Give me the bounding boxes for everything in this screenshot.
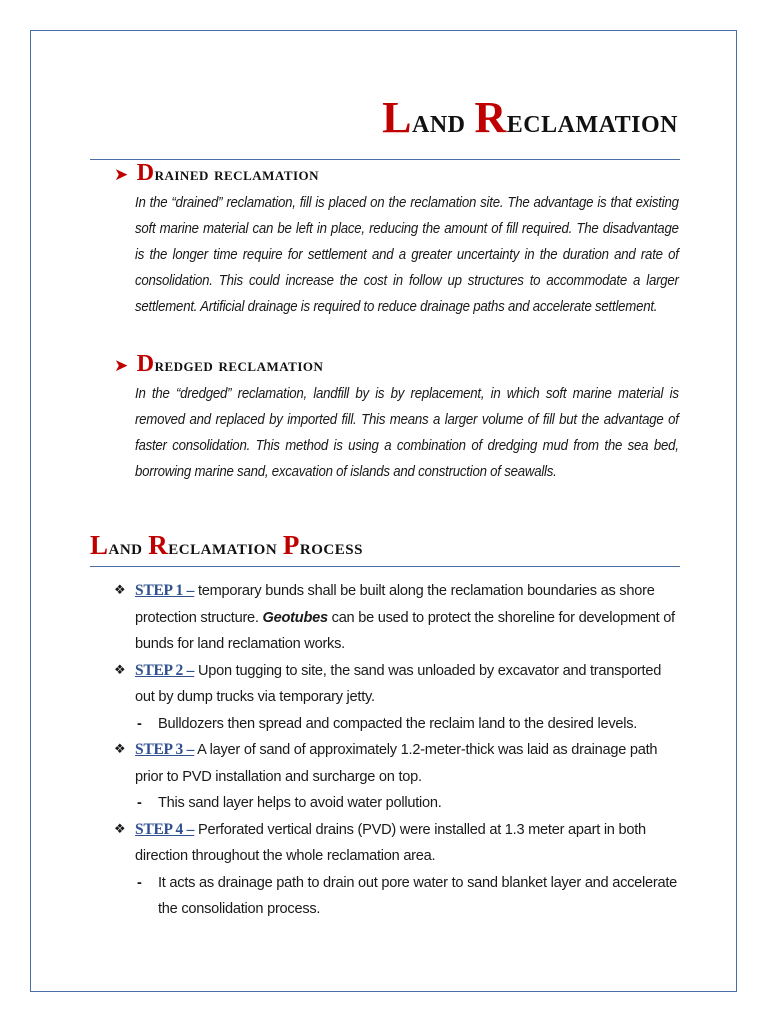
process-heading-word-1: and [108, 535, 149, 559]
arrow-bullet-icon: ➤ [114, 356, 129, 376]
step-2-sub-text: Bulldozers then spread and compacted the reclaim land to the desired levels. [158, 715, 638, 732]
process-initial-p: P [282, 530, 300, 560]
step-4-sub-text: It acts as drainage path to drain out pore water to sand blanket layer and accelerate the consolidation process. [158, 874, 678, 917]
drained-paragraph: In the “drained” reclamation, fill is placed on the reclamation site. The advantage is that existing soft marine material can be left in place, reducing the amount of fill required. The disadvantage is the longer time require for settlement and a greater uncertainty in the duration and rate of consolidation. This could increase the cost in follow up structures to accommodate a larger settlement. Artificial drainage is required to reduce drainage paths and accelerate settlement. [135, 195, 679, 315]
dash-bullet: - [137, 795, 142, 811]
step-4 [114, 817, 680, 870]
title-initial-l: L [382, 93, 412, 142]
dredged-heading-rest: redged reclamation [154, 355, 324, 376]
step-1-label: STEP 1 – [135, 582, 195, 599]
drained-heading-rest: rained reclamation [154, 164, 320, 185]
step-4-text: Perforated vertical drains (PVD) were installed at 1.3 meter apart in both direction throughout the whole reclamation area. [135, 821, 646, 864]
step-1 [114, 578, 680, 658]
dash-bullet: - [137, 874, 142, 891]
title-word-1-rest: and [411, 103, 475, 140]
drained-heading [114, 160, 319, 188]
page-title [382, 93, 678, 144]
step-3 [114, 737, 680, 790]
step-3-text: A layer of sand of approximately 1.2-meter-thick was laid as drainage path prior to PVD installation and surcharge on top. [135, 742, 658, 785]
step-3-sub-text: This sand layer helps to avoid water pollution. [158, 795, 442, 811]
dredged-initial: D [136, 351, 155, 377]
process-heading-word-3: rocess [299, 535, 363, 559]
drained-initial: D [136, 160, 155, 186]
diamond-bullet-icon: ❖ [114, 821, 126, 837]
step-2 [114, 658, 680, 711]
diamond-bullet-icon: ❖ [114, 742, 126, 757]
step-4-sub-item [114, 870, 680, 923]
process-heading [90, 530, 363, 562]
diamond-bullet-icon: ❖ [114, 583, 126, 598]
step-1-emphasis: Geotubes [262, 609, 328, 626]
process-divider [90, 566, 680, 567]
dredged-paragraph: In the “dredged” reclamation, landfill by is by replacement, in which soft marine material is removed and replaced by imported fill. This means a larger volume of fill but the advantage of faster consolidation. This method is using a combination of dredging mud from the sea bed, borrowing marine sand, excavation of islands and construction of seawalls. [135, 386, 679, 480]
step-4-label: STEP 4 – [135, 820, 195, 838]
step-3-label: STEP 3 – [135, 741, 195, 758]
step-2-label: STEP 2 – [135, 661, 195, 679]
arrow-bullet-icon: ➤ [114, 165, 129, 185]
title-initial-r: R [474, 93, 507, 142]
process-heading-word-2: eclamation [168, 535, 283, 559]
dash-bullet: - [137, 715, 142, 732]
step-3-sub-item [114, 790, 680, 817]
step-1-text: temporary bunds shall be built along the reclamation boundaries as shore protection structure. [135, 583, 655, 626]
process-initial-l: L [90, 530, 109, 560]
dredged-heading [114, 351, 323, 379]
step-2-text: Upon tugging to site, the sand was unloaded by excavator and transported out by dump trucks via temporary jetty. [135, 662, 662, 705]
step-1-text-continued: can be used to protect the shoreline for development of bunds for land reclamation works. [135, 609, 675, 652]
title-word-2-rest: eclamation [506, 103, 678, 140]
step-2-sub-item [114, 711, 680, 738]
process-initial-r: R [148, 530, 169, 560]
process-steps-list [114, 578, 680, 923]
diamond-bullet-icon: ❖ [114, 662, 126, 678]
